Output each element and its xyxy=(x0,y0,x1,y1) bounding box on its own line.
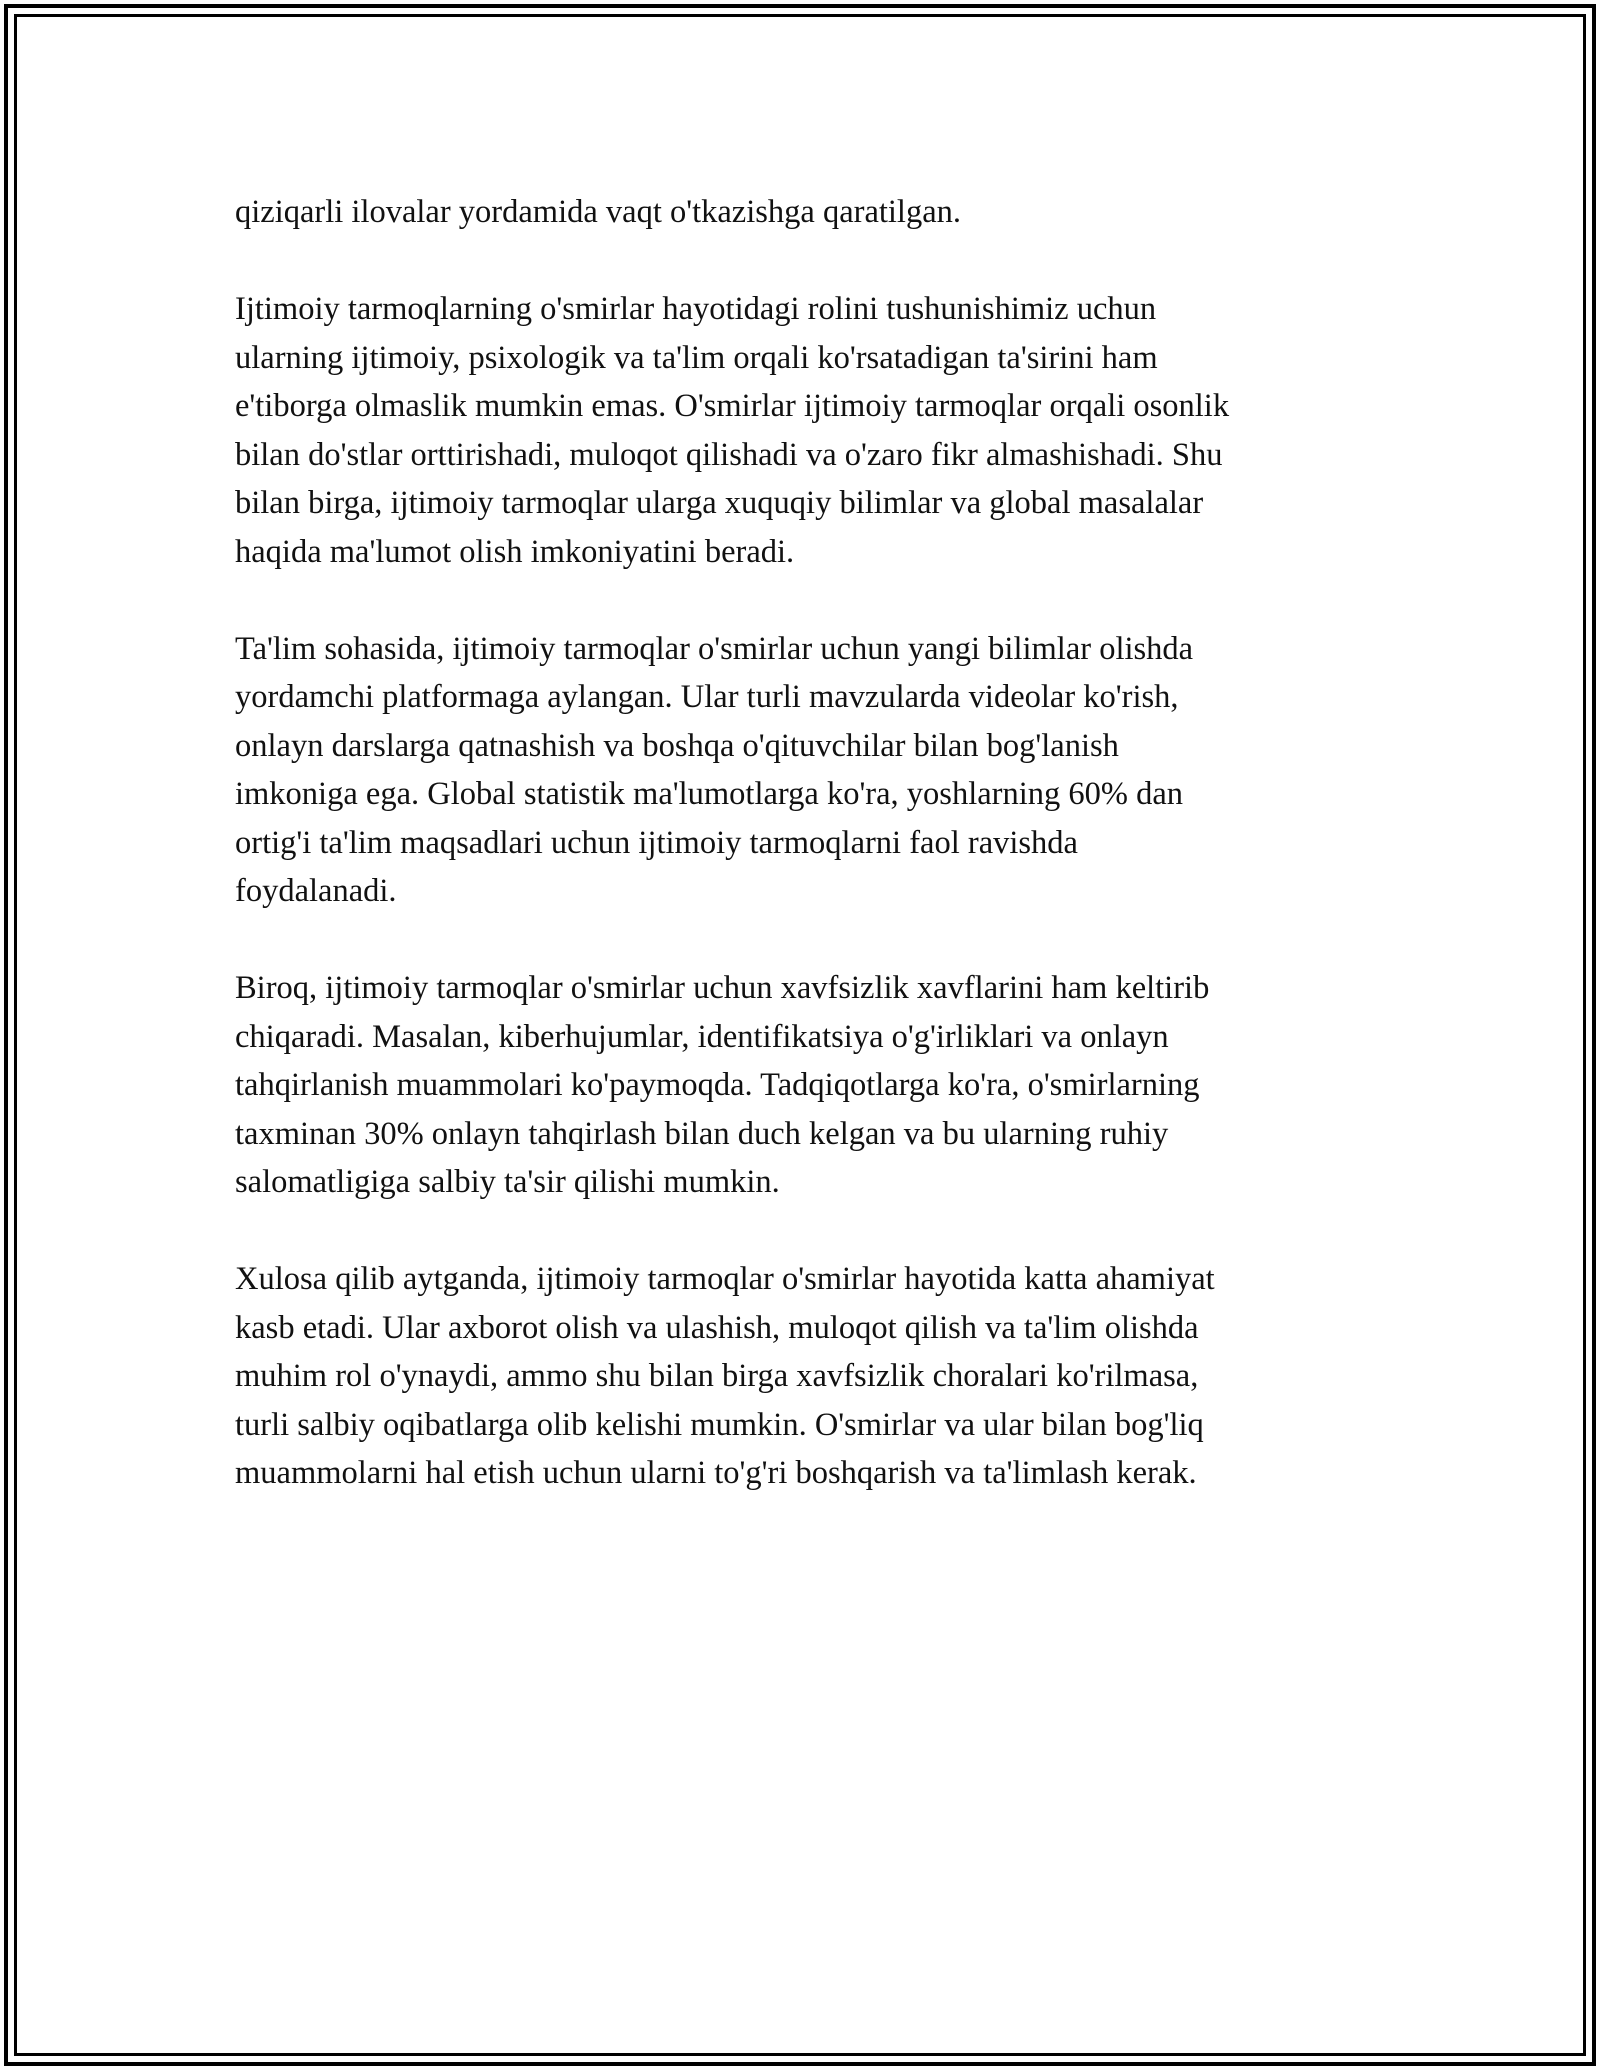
paragraph-3: Ta'lim sohasida, ijtimoiy tarmoqlar o'smirlar uchun yangi bilimlar olishda yordamchi platformaga aylangan. Ular turli mavzularda videolar ko'rish, onlayn darslarga qatnashish va boshqa o'qituvchilar bilan bog'lanish imkoniga ega. Global statistik ma'lumotlarga ko'ra, yoshlarning 60% dan ortig'i ta'lim maqsadlari uchun ijtimoiy tarmoqlarni faol ravishda foydalanadi. xyxy=(235,630,1194,909)
paragraph-1: qiziqarli ilovalar yordamida vaqt o'tkazishga qaratilgan. xyxy=(235,194,962,230)
document-body xyxy=(235,188,1380,1546)
paragraph-2: Ijtimoiy tarmoqlarning o'smirlar hayotidagi rolini tushunishimiz uchun ularning ijtimoiy, psixologik va ta'lim orqali ko'rsatadigan ta'sirini ham e'tiborga olmaslik mumkin emas. O'smirlar ijtimoiy tarmoqlar orqali osonlik bilan do'stlar orttirishadi, muloqot qilishadi va o'zaro fikr almashishadi. Shu bilan birga, ijtimoiy tarmoqlar ularga xuquqiy bilimlar va global masalalar haqida ma'lumot olish imkoniyatini beradi. xyxy=(235,291,1230,570)
paragraph-5: Xulosa qilib aytganda, ijtimoiy tarmoqlar o'smirlar hayotida katta ahamiyat kasb etadi. Ular axborot olish va ulashish, muloqot qilish va ta'lim olishda muhim rol o'ynaydi, ammo shu bilan birga xavfsizlik choralari ko'rilmasa, turli salbiy oqibatlarga olib kelishi mumkin. O'smirlar va ular bilan bog'liq muammolarni hal etish uchun ularni to'g'ri boshqarish va ta'limlash kerak. xyxy=(235,1261,1215,1491)
paragraph-4: Biroq, ijtimoiy tarmoqlar o'smirlar uchun xavfsizlik xavflarini ham keltirib chiqaradi. Masalan, kiberhujumlar, identifikatsiya o'g'irliklari va onlayn tahqirlanish muammolari ko'paymoqda. Tadqiqotlarga ko'ra, o'smirlarning taxminan 30% onlayn tahqirlash bilan duch kelgan va bu ularning ruhiy salomatligiga salbiy ta'sir qilishi mumkin. xyxy=(235,970,1210,1200)
